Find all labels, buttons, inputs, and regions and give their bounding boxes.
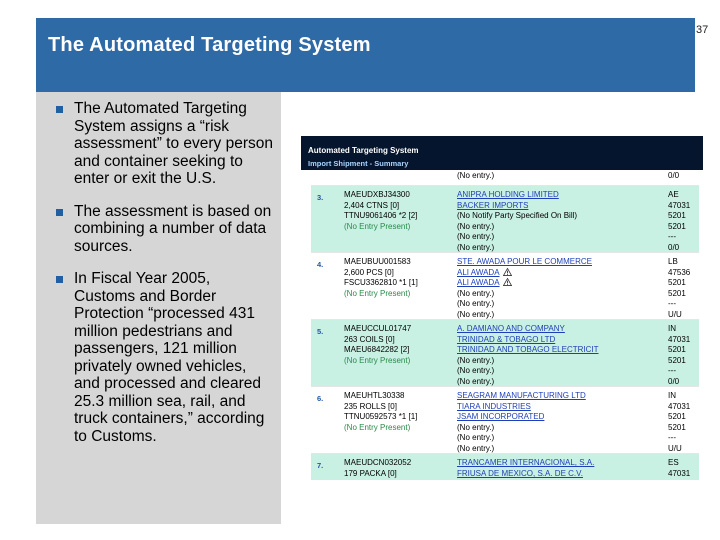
code-line: --- <box>668 366 676 376</box>
title-bar <box>36 18 695 92</box>
shipment-line: 179 PACKA [0] <box>344 468 397 478</box>
party-cell <box>457 324 662 388</box>
codes-cell <box>668 190 698 254</box>
bullet-text: The Automated Targeting System assigns a “risk assessment” to every person and container seeking to enter or exit the U.S. <box>74 100 274 187</box>
code-line: 5201 <box>668 412 686 422</box>
party-link[interactable]: TIARA INDUSTRIES <box>457 401 531 411</box>
code-line: IN <box>668 324 676 333</box>
shipment-cell <box>344 458 452 479</box>
ats-screenshot <box>297 136 703 480</box>
party-line: (No entry.) <box>457 355 495 365</box>
party-link[interactable]: ALI AWADA <box>457 267 500 277</box>
code-line: 5201 <box>668 221 686 231</box>
ats-app-title: Automated Targeting System <box>308 146 419 155</box>
code-line: --- <box>668 299 676 309</box>
bullet-text: The assessment is based on combining a number of data sources. <box>74 202 272 255</box>
code-line: 47031 <box>668 334 691 344</box>
code-line: LB <box>668 257 678 266</box>
codes-cell <box>668 324 698 388</box>
shipment-line: FSCU3362810 *1 [1] <box>344 278 418 288</box>
bullet-panel <box>36 92 281 524</box>
shipment-line: TTNU0592573 *1 [1] <box>344 412 418 422</box>
party-line <box>457 268 662 279</box>
ats-header <box>301 136 703 170</box>
row-number: 4. <box>317 260 324 269</box>
party-link[interactable]: JSAM INCORPORATED <box>457 412 545 422</box>
shipment-line: TTNU9061406 *2 [2] <box>344 211 418 221</box>
bullet-item <box>54 203 274 256</box>
page-number: 37 <box>696 24 709 36</box>
party-cell <box>457 171 662 182</box>
shipment-line: (No Entry Present) <box>344 288 411 298</box>
shipment-line: 2,404 CTNS [0] <box>344 200 400 210</box>
square-bullet-icon <box>56 209 63 216</box>
code-line: 47536 <box>668 267 691 277</box>
party-line: (No entry.) <box>457 288 495 298</box>
party-line: (No entry.) <box>457 422 495 432</box>
party-link[interactable]: ALI AWADA <box>457 278 500 288</box>
party-link[interactable]: TRINIDAD & TOBAGO LTD <box>457 334 556 344</box>
code-line: IN <box>668 391 676 400</box>
shipment-line: 263 COILS [0] <box>344 334 395 344</box>
shipment-line: MAEUDXBJ34300 <box>344 190 410 199</box>
code-line: AE <box>668 190 679 199</box>
code-line: U/U <box>668 443 682 453</box>
party-link[interactable]: SEAGRAM MANUFACTURING LTD <box>457 391 586 400</box>
table-row <box>311 170 699 186</box>
party-link[interactable]: TRINIDAD AND TOBAGO ELECTRICIT <box>457 345 599 355</box>
code-line: 5201 <box>668 278 686 288</box>
party-line: (No entry.) <box>457 309 495 319</box>
party-cell <box>457 257 662 321</box>
code-line: 5201 <box>668 355 686 365</box>
codes-cell <box>668 458 698 479</box>
table-row[interactable] <box>311 186 699 253</box>
party-line: (No entry.) <box>457 232 495 242</box>
shipment-cell <box>344 391 452 433</box>
shipment-line: MAEUDCN032052 <box>344 458 412 467</box>
table-row[interactable] <box>311 253 699 320</box>
party-link[interactable]: ANIPRA HOLDING LIMITED <box>457 190 559 199</box>
table-row[interactable] <box>311 454 699 480</box>
code-line: ES <box>668 458 679 467</box>
party-link[interactable]: BACKER IMPORTS <box>457 200 529 210</box>
code-line: 5201 <box>668 211 686 221</box>
code-line: 47031 <box>668 200 691 210</box>
code-line: 0/0 <box>668 242 680 252</box>
warning-icon[interactable] <box>503 278 512 286</box>
bullet-item <box>54 270 274 445</box>
party-link[interactable]: STE. AWADA POUR LE COMMERCE <box>457 257 592 266</box>
party-line: (No entry.) <box>457 299 495 309</box>
shipment-cell <box>344 190 452 232</box>
table-row[interactable] <box>311 387 699 454</box>
codes-cell <box>668 257 698 321</box>
slide-title: The Automated Targeting System <box>48 34 371 56</box>
bullet-text: In Fiscal Year 2005, Customs and Border Protection “processed 431 million pedestrians and passengers, 121 million privately owned vehicles, and processed and cleared 25.3 million sea, rail, and truck containers,” according to Customs. <box>74 270 265 445</box>
square-bullet-icon <box>56 276 63 283</box>
code-line: U/U <box>668 309 682 319</box>
party-cell <box>457 190 662 254</box>
shipment-line: (No Entry Present) <box>344 355 411 365</box>
code-line: --- <box>668 433 676 443</box>
square-bullet-icon <box>56 106 63 113</box>
code-line: 5201 <box>668 288 686 298</box>
party-line: (No Notify Party Specified On Bill) <box>457 211 578 221</box>
shipment-table <box>311 170 699 480</box>
codes-cell <box>668 171 698 182</box>
shipment-line: MAEUHTL30338 <box>344 391 405 400</box>
shipment-line: MAEUCCUL01747 <box>344 324 412 333</box>
shipment-line: 2,600 PCS [0] <box>344 267 394 277</box>
party-line: (No entry.) <box>457 221 495 231</box>
party-line: (No entry.) <box>457 443 495 453</box>
shipment-line: MAEUBUU001583 <box>344 257 411 266</box>
code-line: 5201 <box>668 422 686 432</box>
code-line: 0/0 <box>668 171 680 180</box>
shipment-line: MAEU6842282 [2] <box>344 345 410 355</box>
shipment-line: (No Entry Present) <box>344 422 411 432</box>
code-line: 47031 <box>668 468 691 478</box>
row-number: 7. <box>317 461 324 470</box>
bullet-list <box>54 100 274 460</box>
party-line: (No entry.) <box>457 242 495 252</box>
row-number: 5. <box>317 327 324 336</box>
code-line: --- <box>668 232 676 242</box>
warning-icon[interactable] <box>503 268 512 276</box>
row-number: 6. <box>317 394 324 403</box>
row-number: 3. <box>317 193 324 202</box>
party-link[interactable]: A. DAMIANO AND COMPANY <box>457 324 565 333</box>
shipment-line: (No Entry Present) <box>344 221 411 231</box>
ats-subtitle[interactable]: Import Shipment - Summary <box>308 159 409 168</box>
party-line: (No entry.) <box>457 433 495 443</box>
table-row[interactable] <box>311 320 699 387</box>
party-line: (No entry.) <box>457 171 495 180</box>
code-line: 5201 <box>668 345 686 355</box>
shipment-cell <box>344 257 452 299</box>
shipment-cell <box>344 324 452 366</box>
party-line <box>457 278 662 289</box>
bullet-item <box>54 100 274 188</box>
party-cell <box>457 391 662 455</box>
code-line: 0/0 <box>668 376 680 386</box>
code-line: 47031 <box>668 401 691 411</box>
party-line: (No entry.) <box>457 366 495 376</box>
party-line: (No entry.) <box>457 376 495 386</box>
party-link[interactable]: TRANCAMER INTERNACIONAL, S.A. <box>457 458 595 467</box>
codes-cell <box>668 391 698 455</box>
party-cell <box>457 458 662 479</box>
shipment-line: 235 ROLLS [0] <box>344 401 397 411</box>
party-link[interactable]: FRIUSA DE MEXICO, S.A. DE C.V. <box>457 468 583 478</box>
